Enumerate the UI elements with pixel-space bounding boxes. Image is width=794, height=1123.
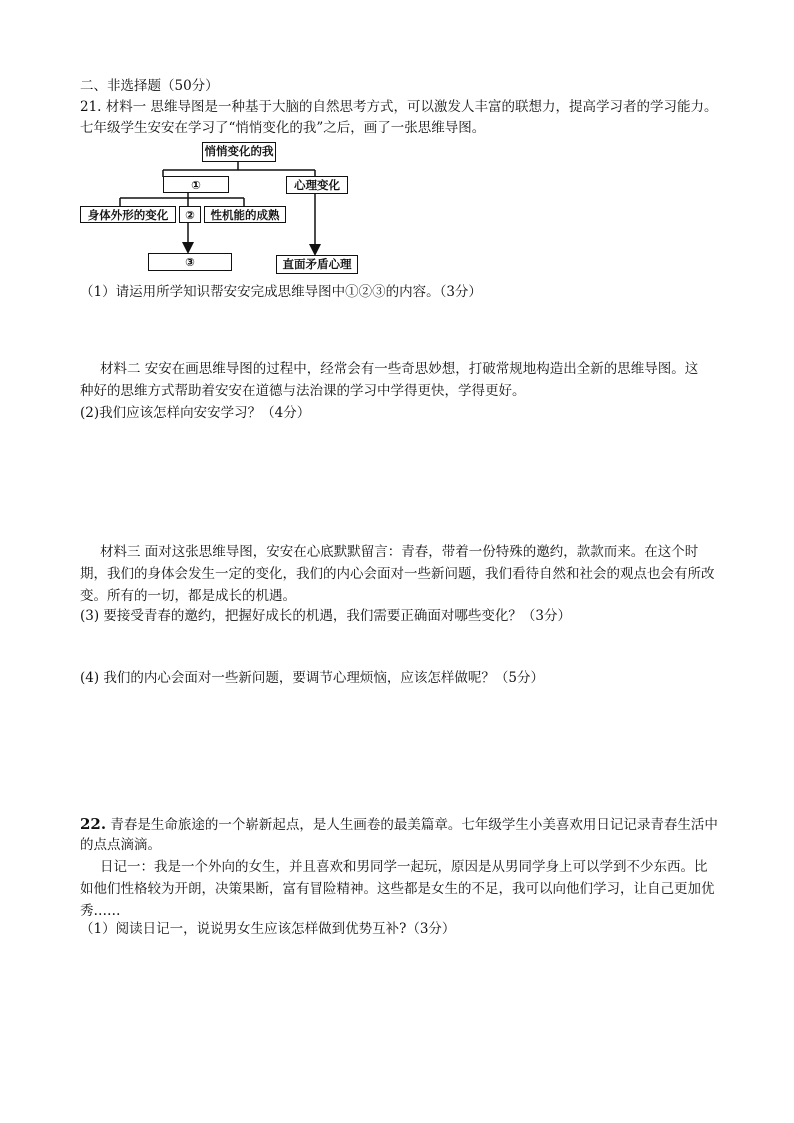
node-body-shape-change: 身体外形的变化 [80,206,176,223]
q22-diary-line2: 如他们性格较为开朗，决策果断，富有冒险精神。这些都是女生的不足，我可以向他们学习，让自己更加优 [80,881,715,897]
section-heading: 二、非选择题（50分） [80,78,219,94]
q22-intro-text: 青春是生命旅途的一个崭新起点，是人生画卷的最美篇章。七年级学生小美喜欢用日记记录青春生活中 [110,817,718,833]
q21-material3-line3: 变。所有的一切，都是成长的机遇。 [80,588,296,604]
node-root: 悄悄变化的我 [202,142,276,162]
q21-material1-line2: 七年级学生安安在学习了“悄悄变化的我”之后，画了一张思维导图。 [80,120,486,136]
q22-sub1: （1）阅读日记一，说说男女生应该怎样做到优势互补?（3分） [80,921,456,937]
q22-number: 22. [80,815,107,833]
q22-diary-line1: 日记一：我是一个外向的女生，并且喜欢和男同学一起玩，原因是从男同学身上可以学到不少东西。比 [100,859,708,875]
q22-line1 [80,813,718,836]
node-blank-2: ② [179,206,201,223]
node-blank-1: ① [163,176,229,193]
mind-map-diagram [78,140,368,275]
node-sexual-maturity: 性机能的成熟 [204,206,286,223]
node-psychological-change: 心理变化 [286,176,348,194]
q21-sub3: (3) 要接受青春的邀约，把握好成长的机遇，我们需要正确面对哪些变化？（3分） [80,608,572,624]
q22-diary-line3: 秀…… [80,903,121,919]
node-blank-3: ③ [148,253,232,271]
q21-material2-line2: 种好的思维方式帮助着安安在道德与法治课的学习中学得更快，学得更好。 [80,383,526,399]
q21-sub1: （1）请运用所学知识帮安安完成思维导图中①②③的内容。（3分） [80,284,482,300]
node-face-contradictory-psychology: 直面矛盾心理 [276,255,358,274]
q21-material1-line1: 21. 材料一 思维导图是一种基于大脑的自然思考方式，可以激发人丰富的联想力，提高学习者的学习能力。 [80,99,718,115]
q21-sub2: (2)我们应该怎样向安安学习？（4分） [80,405,311,421]
q21-material3-line2: 期，我们的身体会发生一定的变化，我们的内心会面对一些新问题，我们看待自然和社会的观点也会有所改 [80,566,715,582]
q21-material2-line1: 材料二 安安在画思维导图的过程中，经常会有一些奇思妙想，打破常规地构造出全新的思维导图。这 [100,361,699,377]
q21-sub4: (4) 我们的内心会面对一些新问题，要调节心理烦恼，应该怎样做呢？（5分） [80,670,545,686]
q21-material3-line1: 材料三 面对这张思维导图，安安在心底默默留言：青春，带着一份特殊的邀约，款款而来。在这个时 [100,544,699,560]
q22-line2: 的点点滴滴。 [80,837,161,853]
